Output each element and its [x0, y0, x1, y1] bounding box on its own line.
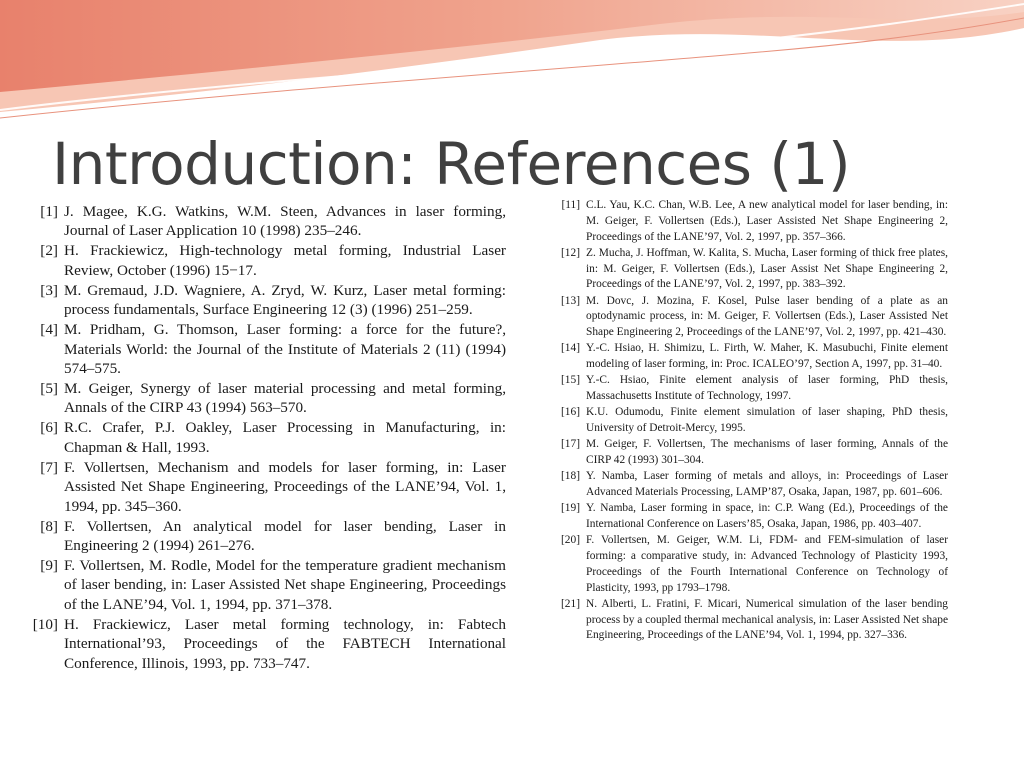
reference-number: [12]: [561, 246, 580, 259]
reference-number: [6]: [40, 419, 58, 437]
reference-text: Z. Mucha, J. Hoffman, W. Kalita, S. Mucha, Laser forming of thick free plates, in: M. Geiger, F. Vollertsen (Eds.), Laser Assist Net Shape Engineering 2, Proceedings of the LANE’97, Vol. 2, 1997, pp. 383–392.: [586, 246, 948, 291]
reference-number: [13]: [561, 294, 580, 307]
reference-item: [552, 294, 948, 341]
reference-number: [16]: [561, 406, 580, 419]
reference-text: F. Vollertsen, M. Geiger, W.M. Li, FDM- and FEM-simulation of laser forming: a comparative study, in: Advanced Technology of Plasticity 1993, Proceedings of the Fourth International Conference on Technology of Plasticity, 1993, pp 1793–1798.: [586, 534, 948, 594]
reference-item: [552, 246, 948, 293]
reference-number: [4]: [40, 321, 58, 339]
reference-number: [2]: [40, 242, 58, 260]
reference-text: M. Pridham, G. Thomson, Laser forming: a force for the future?, Materials World: the Journal of the Institute of Materials 2 (11) (1994) 574–575.: [64, 321, 506, 378]
reference-text: Y. Namba, Laser forming of metals and alloys, in: Proceedings of Laser Advanced Materials Processing, LAMP’87, Osaka, Japan, 1987, pp. 601–606.: [586, 470, 948, 499]
reference-item: [552, 501, 948, 533]
reference-number: [15]: [561, 374, 580, 387]
reference-item: [552, 597, 948, 644]
reference-text: Y.-C. Hsiao, Finite element analysis of laser forming, PhD thesis, Massachusetts Institute of Technology, 1997.: [586, 374, 948, 403]
reference-number: [21]: [561, 597, 580, 610]
reference-number: [9]: [40, 557, 58, 575]
reference-item: [28, 320, 506, 378]
reference-number: [18]: [561, 470, 580, 483]
reference-item: [28, 281, 506, 320]
reference-text: H. Frackiewicz, High-technology metal forming, Industrial Laser Review, October (1996) 15−17.: [64, 242, 506, 279]
reference-item: [28, 379, 506, 418]
header-wave-banner: [0, 0, 1024, 130]
reference-text: C.L. Yau, K.C. Chan, W.B. Lee, A new analytical model for laser bending, in: M. Geiger, F. Vollertsen (Eds.), Laser Assisted Net Shape Engineering 2, Proceedings of the LANE’97, Vol. 2, 1997, pp. 357–366.: [586, 199, 948, 243]
references-column-left: [28, 202, 506, 674]
reference-number: [10]: [32, 615, 58, 633]
reference-item: [28, 418, 506, 457]
reference-text: F. Vollertsen, An analytical model for laser bending, Laser in Engineering 2 (1994) 261–276.: [64, 517, 506, 555]
reference-text: F. Vollertsen, M. Rodle, Model for the temperature gradient mechanism of laser bending, in: Laser Assisted Net shape Engineering, Proceedings of the LANE’94, Vol. 1, 1994, pp. 371–378.: [64, 557, 506, 613]
references-column-right: [552, 198, 948, 645]
reference-item: [28, 556, 506, 614]
reference-item: [28, 517, 506, 556]
reference-text: H. Frackiewicz, Laser metal forming technology, in: Fabtech International’93, Proceedings of the FABTECH International Conference, Illinois, 1993, pp. 733–747.: [64, 615, 506, 672]
reference-text: K.U. Odumodu, Finite element simulation of laser shaping, PhD thesis, University of Detroit-Mercy, 1995.: [586, 406, 948, 435]
reference-item: [552, 437, 948, 469]
reference-text: M. Geiger, Synergy of laser material processing and metal forming, Annals of the CIRP 43 (1994) 563–570.: [64, 380, 506, 417]
reference-text: M. Dovc, J. Mozina, F. Kosel, Pulse laser bending of a plate as an optodynamic process, in: M. Geiger, F. Vollertsen (Eds.), Laser Assisted Net Shape Engineering 2, Proceedings of the LANE’97, Vol. 2, 1997, pp. 421–430.: [586, 294, 948, 339]
reference-text: Y. Namba, Laser forming in space, in: C.P. Wang (Ed.), Proceedings of the International Conference on Lasers’85, Osaka, Japan, 1986, pp. 403–407.: [586, 502, 948, 531]
reference-number: [3]: [40, 281, 58, 299]
reference-item: [28, 615, 506, 673]
reference-number: [20]: [561, 534, 580, 547]
reference-number: [8]: [40, 517, 58, 535]
slide-title: Introduction: References (1): [52, 130, 851, 198]
reference-text: M. Gremaud, J.D. Wagniere, A. Zryd, W. Kurz, Laser metal forming: process fundamentals, Surface Engineering 12 (3) (1996) 251–259.: [64, 281, 506, 319]
reference-item: [552, 341, 948, 373]
reference-number: [11]: [561, 199, 580, 211]
reference-item: [552, 533, 948, 596]
reference-item: [28, 202, 506, 241]
reference-item: [28, 241, 506, 280]
reference-text: M. Geiger, F. Vollertsen, The mechanisms of laser forming, Annals of the CIRP 42 (1993) 301–304.: [586, 438, 948, 467]
reference-item: [552, 405, 948, 437]
reference-item: [552, 373, 948, 405]
reference-item: [552, 469, 948, 501]
reference-item: [28, 458, 506, 516]
reference-text: N. Alberti, L. Fratini, F. Micari, Numerical simulation of the laser bending process by a coupled thermal mechanical analysis, in: Laser Assisted Net shape Engineering, Proceedings of the LANE’94, Vol. 1, 1994, pp. 327–336.: [586, 597, 948, 642]
reference-number: [1]: [40, 203, 58, 220]
reference-text: F. Vollertsen, Mechanism and models for laser forming, in: Laser Assisted Net Shape Engineering, Proceedings of the LANE’94, Vol. 1, 1994, pp. 345–360.: [64, 458, 506, 515]
reference-number: [14]: [561, 342, 580, 355]
reference-text: Y.-C. Hsiao, H. Shimizu, L. Firth, W. Maher, K. Masubuchi, Finite element modeling of laser forming, in: Proc. ICALEO’97, Section A, 1997, pp. 31–40.: [586, 342, 948, 371]
reference-item: [552, 198, 948, 245]
reference-number: [7]: [40, 458, 58, 476]
reference-number: [17]: [561, 438, 580, 451]
reference-number: [19]: [561, 502, 580, 515]
reference-text: R.C. Crafer, P.J. Oakley, Laser Processing in Manufacturing, in: Chapman & Hall, 1993.: [64, 419, 506, 456]
reference-number: [5]: [40, 380, 58, 398]
reference-text: J. Magee, K.G. Watkins, W.M. Steen, Advances in laser forming, Journal of Laser Application 10 (1998) 235–246.: [64, 203, 506, 240]
